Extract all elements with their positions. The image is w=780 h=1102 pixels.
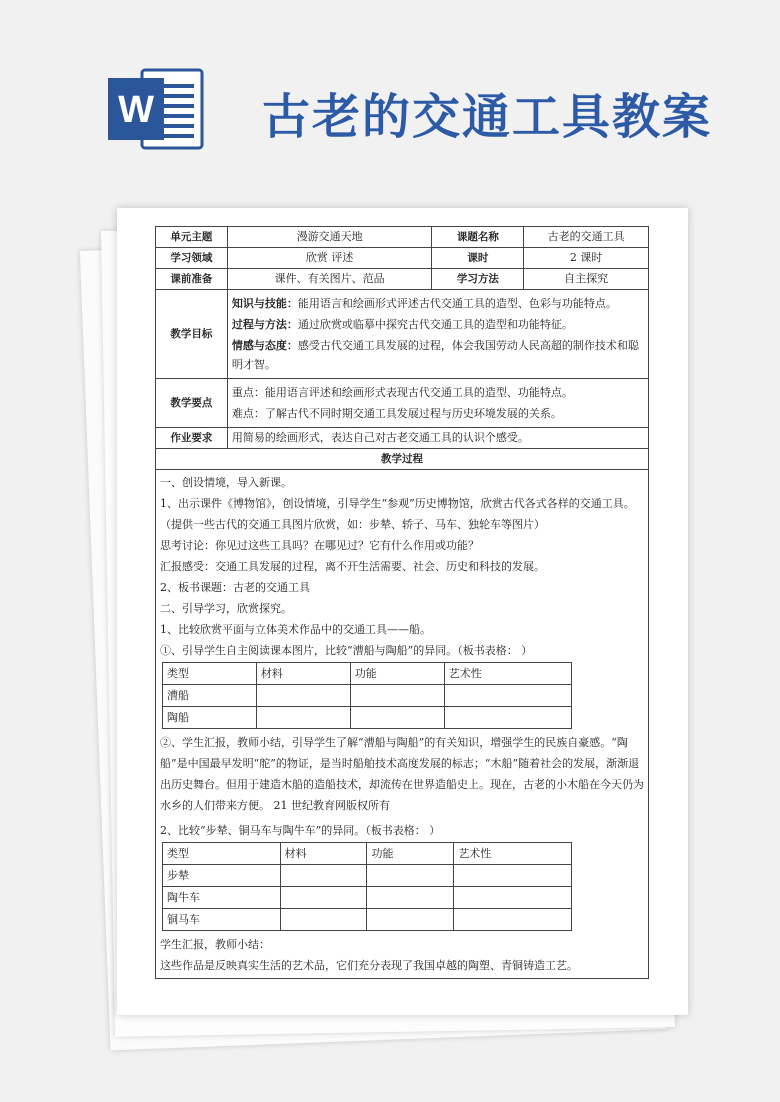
prep-label: 课前准备 bbox=[156, 269, 228, 290]
column-header: 功能 bbox=[350, 663, 444, 685]
row-label: 漕船 bbox=[163, 685, 257, 707]
row-label: 步辇 bbox=[163, 865, 281, 887]
table-row bbox=[163, 685, 572, 707]
goal2-text: 通过欣赏或临摹中探究古代交通工具的造型和功能特征。 bbox=[297, 318, 573, 331]
column-header: 艺术性 bbox=[444, 663, 571, 685]
row-label: 陶船 bbox=[163, 707, 257, 729]
process-paragraph: 这些作品是反映真实生活的艺术品，它们充分表现了我国卓越的陶塑、青铜铸造工艺。 bbox=[160, 959, 578, 972]
column-header: 类型 bbox=[163, 843, 281, 865]
homework-label: 作业要求 bbox=[156, 428, 228, 449]
document-page bbox=[117, 208, 688, 1015]
unit-value: 漫游交通天地 bbox=[227, 227, 432, 248]
table-row bbox=[163, 887, 572, 909]
process-cell bbox=[156, 470, 649, 979]
process-paragraph: 思考讨论：你见过这些工具吗？在哪见过？它有什么作用或功能？ bbox=[160, 539, 479, 552]
table-row bbox=[156, 449, 649, 470]
hours-value: 2 课时 bbox=[524, 248, 649, 269]
column-header: 功能 bbox=[367, 843, 454, 865]
table-row bbox=[156, 428, 649, 449]
process-paragraph: 1、出示课件《博物馆》，创设情境，引导学生“参观”历史博物馆，欣赏古代各式各样的交通工具。（提供一些古代的交通工具图片欣赏，如：步辇、轿子、马车、独轮车等图片） bbox=[160, 497, 635, 531]
column-header: 类型 bbox=[163, 663, 257, 685]
table-row bbox=[163, 707, 572, 729]
table-row bbox=[156, 269, 649, 290]
method-label: 学习方法 bbox=[432, 269, 524, 290]
process-paragraph: 汇报感受：交通工具发展的过程，离不开生活需要、社会、历史和科技的发展。 bbox=[160, 560, 545, 573]
table-header-row bbox=[163, 843, 572, 865]
row-label: 陶牛车 bbox=[163, 887, 281, 909]
key-cell bbox=[227, 379, 648, 428]
table-row bbox=[156, 379, 649, 428]
table-header-row bbox=[163, 663, 572, 685]
page-title: 古老的交通工具教案 bbox=[262, 89, 713, 145]
goal3-text: 感受古代交通工具发展的过程，体会我国劳动人民高超的制作技术和聪明才智。 bbox=[231, 339, 639, 371]
process-paragraph: 2、比较“步辇、铜马车与陶牛车”的异同。（板书表格： ） bbox=[160, 824, 441, 837]
difficult-point: 难点：了解古代不同时期交通工具发展过程与历史环境发展的关系。 bbox=[231, 407, 562, 420]
table-row bbox=[156, 248, 649, 269]
column-header: 材料 bbox=[256, 663, 350, 685]
word-logo-icon bbox=[108, 68, 204, 150]
row-label: 铜马车 bbox=[163, 909, 281, 931]
hours-label: 课时 bbox=[432, 248, 524, 269]
field-value: 欣赏 评述 bbox=[227, 248, 432, 269]
table-row bbox=[163, 909, 572, 931]
word-logo-letter: W bbox=[118, 89, 154, 131]
process-paragraph: 一、创设情境，导入新课。 bbox=[160, 476, 292, 489]
method-value: 自主探究 bbox=[524, 269, 649, 290]
lesson-label: 课题名称 bbox=[432, 227, 524, 248]
unit-label: 单元主题 bbox=[156, 227, 228, 248]
vehicle-compare-table bbox=[162, 842, 572, 931]
process-paragraph: 1、比较欣赏平面与立体美术作品中的交通工具——船。 bbox=[160, 623, 431, 636]
table-row bbox=[156, 227, 649, 248]
boat-compare-table bbox=[162, 662, 572, 729]
prep-value: 课件、有关图片、范品 bbox=[227, 269, 432, 290]
goal1-text: 能用语言和绘画形式评述古代交通工具的造型、色彩与功能特点。 bbox=[297, 297, 617, 310]
goal3-key: 情感与态度： bbox=[231, 339, 298, 352]
key-point: 重点：能用语言评述和绘画形式表现古代交通工具的造型、功能特点。 bbox=[231, 386, 573, 399]
process-paragraph: ②、学生汇报，教师小结，引导学生了解“漕船与陶船”的有关知识，增强学生的民族自豪感。“陶船”是中国最早发明“舵”的物证，是当时船舶技术高度发展的标志；“木船”随着社会的发展，渐渐退出历史舞台。但用于建造木船的造船技术，却流传在世界造船史上。现在，古老的小木船在今天仍为水乡的人们带来方便。 21 世纪教育网版权所有 bbox=[160, 736, 644, 812]
goal2-key: 过程与方法： bbox=[231, 318, 298, 331]
table-row bbox=[156, 290, 649, 379]
process-paragraph: 二、引导学习，欣赏探究。 bbox=[160, 602, 292, 615]
lesson-value: 古老的交通工具 bbox=[524, 227, 649, 248]
lesson-plan-table bbox=[155, 226, 649, 979]
goal-label: 教学目标 bbox=[156, 290, 228, 379]
process-paragraph: 2、板书课题：古老的交通工具 bbox=[160, 581, 310, 594]
process-title: 教学过程 bbox=[156, 449, 649, 470]
key-label: 教学要点 bbox=[156, 379, 228, 428]
goal1-key: 知识与技能： bbox=[231, 297, 298, 310]
process-paragraph: ①、引导学生自主阅读课本图片，比较“漕船与陶船”的异同。（板书表格： ） bbox=[160, 644, 533, 657]
column-header: 材料 bbox=[280, 843, 367, 865]
table-row bbox=[163, 865, 572, 887]
homework-value: 用简易的绘画形式，表达自己对古老交通工具的认识个感受。 bbox=[227, 428, 648, 449]
column-header: 艺术性 bbox=[454, 843, 572, 865]
field-label: 学习领域 bbox=[156, 248, 228, 269]
header bbox=[0, 0, 780, 200]
goal-cell bbox=[227, 290, 648, 379]
process-paragraph: 学生汇报，教师小结： bbox=[160, 938, 270, 951]
table-row bbox=[156, 470, 649, 979]
